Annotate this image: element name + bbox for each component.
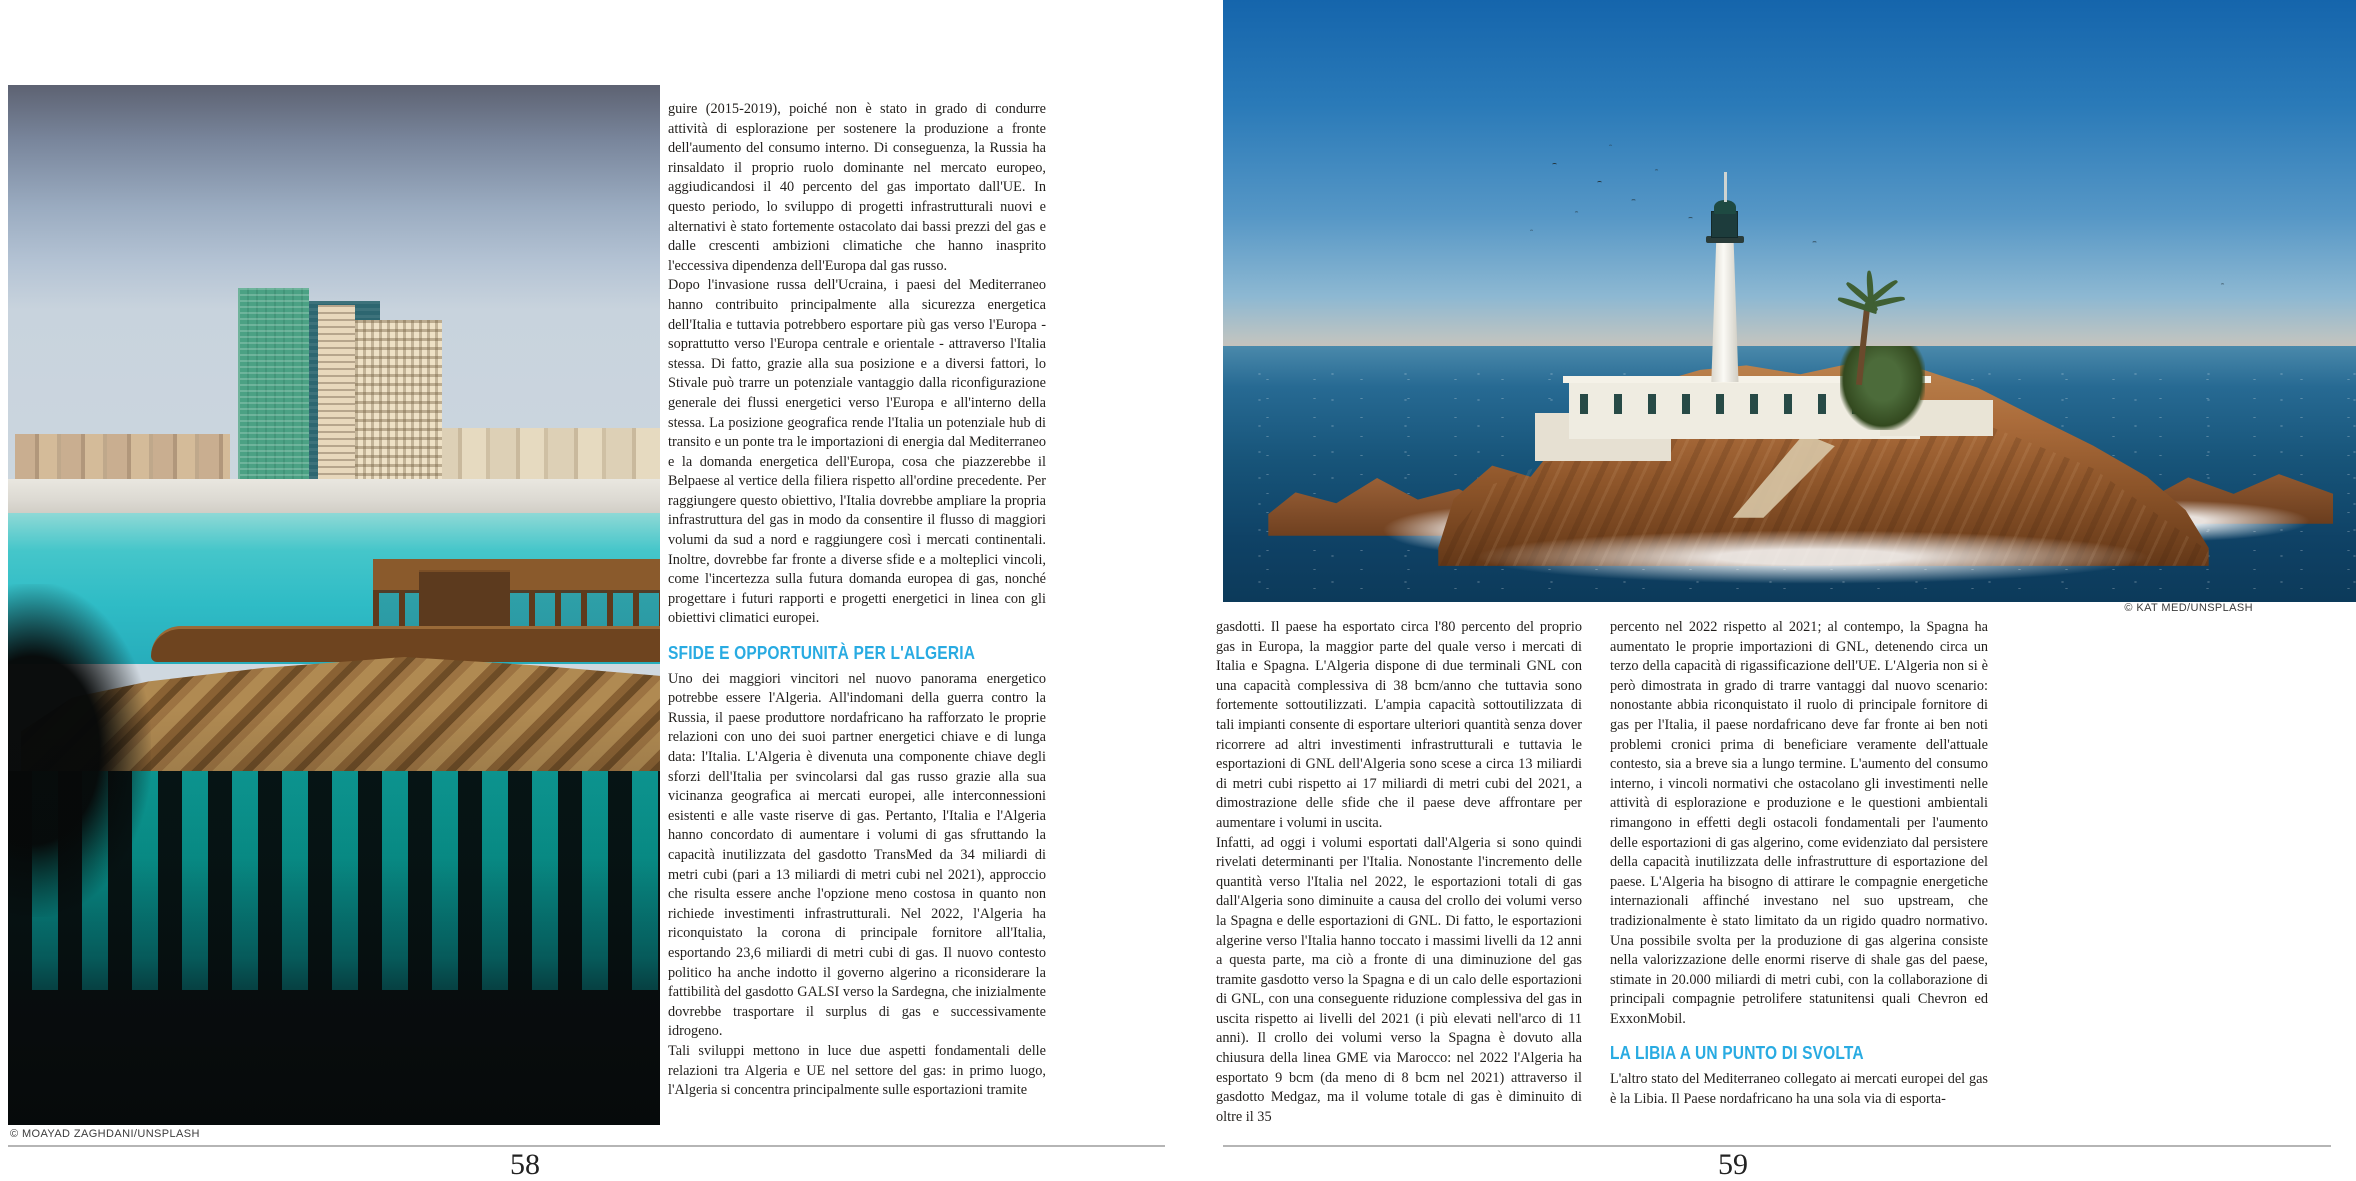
pier-building xyxy=(419,570,510,628)
body-paragraph: gasdotti. Il paese ha esportato circa l'80 percento del proprio gas in Europa, la maggior parte del quale verso i mercati di Italia e Spagna. L'Algeria dispone di due terminali GNL con una capacità complessiva di 38 bcm/anno che tuttavia sono fortemente sottoutilizzati. L'ampia capacità sottoutilizzata di tali impianti consente di esportare ulteriori quantità senza dover ricorrere ad altri investimenti infrastrutturali e tuttavia le esportazioni di GNL dell'Algeria sono scese a circa 13 miliardi di metri cubi rispetto ai 17 miliardi di metri cubi del 2021, a dimostrazione delle sfide che il paese deve affrontare per aumentare i volumi in uscita. xyxy=(1216,619,1582,831)
lighthouse-spire xyxy=(1724,172,1727,202)
section-heading-algeria: SFIDE E OPPORTUNITÀ PER L'ALGERIA xyxy=(668,642,976,664)
left-page-column xyxy=(668,100,1046,1142)
bird xyxy=(1813,241,1817,243)
island-vegetation xyxy=(1840,346,1925,430)
slim-beige-tower xyxy=(318,305,355,482)
city-harbour-photo xyxy=(8,85,660,1125)
bird xyxy=(2221,283,2225,285)
bird xyxy=(1552,163,1557,166)
footer-rule-left xyxy=(8,1145,1165,1147)
body-paragraph: L'altro stato del Mediterraneo collegato ai mercati europei del gas è la Libia. Il Paese nordafricano ha una sola via di esporta- xyxy=(1610,1071,1988,1107)
body-paragraph: Tali sviluppi mettono in luce due aspetti fondamentali delle relazioni tra Algeria e UE nel settore del gas: in primo luogo, l'Algeria si concentra principalmente sulle esportazioni tramite xyxy=(668,1042,1046,1099)
body-paragraph: Uno dei maggiori vincitori nel nuovo panorama energetico potrebbe essere l'Algeria. All'indomani della guerra contro la Russia, il paese produttore nordafricano ha rafforzato le proprie relazioni con uno dei suoi partner energetici chiave e di lunga data: l'Italia. L'Algeria è divenuta una componente chiave degli sforzi dell'Italia per svincolarsi dal gas russo grazie alla sua vicinanza geografica ai mercati europei, alle interconnessioni esistenti e alle vaste riserve di gas. Pertanto, l'Italia e l'Algeria hanno concordato di aumentare i volumi di gas sfruttando la capacità inutilizzata del gasdotto TransMed da 34 miliardi di metri cubi (pari a 13 miliardi di metri cubi nel 2021), approccio che risulta essere anche l'opzione meno costosa in quanto non richiede investimenti infrastrutturali. Nel 2022, l'Algeria ha riconquistato la corona di principale fornitore all'Italia, esportando 23,6 miliardi di metri cubi di gas. Il nuovo contesto politico ha anche indotto il governo algerino a riconsiderare la fattibilità del gasdotto GALSI verso la Sardegna, che inizialmente dovrebbe trasportare il surplus di gas e successivamente idrogeno. xyxy=(668,670,1046,1040)
body-paragraph: guire (2015-2019), poiché non è stato in grado di condurre attività di esplorazione per sostenere la produzione a fronte dell'aumento del consumo interno. Di conseguenza, la Russia ha rinsaldato il proprio ruolo dominante nel mercato europeo, aggiudicandosi il 40 percento del gas importato dall'UE. In questo periodo, lo sviluppo di progetti infrastrutturali nuovi e alternativi è stato fortemente ostacolato dai bassi prezzi del gas e dalle crescenti ambizioni climatiche che hanno inasprito l'eccessiva dipendenza dell'Europa dal gas russo. xyxy=(668,101,1046,274)
waterfront-buildings xyxy=(8,479,660,514)
lighthouse-lantern xyxy=(1712,212,1737,237)
footer-rule-right xyxy=(1223,1145,2331,1147)
pier-colonnade xyxy=(373,590,660,627)
beige-tower xyxy=(355,320,442,482)
bird xyxy=(1575,211,1579,213)
bird xyxy=(1688,217,1693,220)
right-page-column-2 xyxy=(1610,618,1988,1140)
body-paragraph: Dopo l'invasione russa dell'Ucraina, i paesi del Mediterraneo hanno contribuito principalmente alla sicurezza energetica dell'Italia e tuttavia potrebbero esportare più gas verso l'Europa - soprattutto verso l'Europa centrale e orientale - attraverso l'Italia stessa. Di fatto, grazie alla sua posizione e a diversi fattori, lo Stivale può trarre un potenziale vantaggio dalla riconfigurazione generale dei flussi energetici verso l'Europa e all'interno della stessa. La posizione geografica rende l'Italia un potenziale hub di transito e un ponte tra le importazioni di energia dal Mediterraneo e la domanda energetica dell'Europa, cosa che piazzerebbe il Belpaese al vertice della filiera rispetto all'ordine precedente. Per raggiungere questo obiettivo, l'Italia dovrebbe ampliare la propria infrastruttura del gas in modo da consentire il flusso di maggiori volumi da sud a nord e raggiungere così i mercati continentali. Inoltre, dovrebbe far fronte a diverse sfide e a molteplici vincoli, come l'incertezza sulla futura domanda europea di gas, nonché progettare i futuri rapporti e progetti energetici in linea con gli obiettivi climatici europei. xyxy=(668,277,1046,627)
pier-deck xyxy=(151,626,660,662)
bottom-vignette xyxy=(8,709,660,1125)
body-paragraph: percento nel 2022 rispetto al 2021; al contempo, la Spagna ha aumentato le proprie importazioni di GNL, detenendo circa un terzo della capacità di rigassificazione dell'UE. L'Algeria non si è però dimostrata in grado di trarre vantaggi dal nuovo scenario: nonostante abbia riconquistato il ruolo di principale fornitore di gas per l'Italia, il paese nordafricano deve far fronte ai ben noti problemi cronici prima di beneficiare veramente dell'attuale contesto, sia a breve sia a lungo termine. L'aumento del consumo interno, i vincoli normativi che ostacolano gli investimenti nelle attività di esplorazione e produzione e le questioni ambientali rimangono in effetti degli ostacoli fondamentali per l'aumento delle esportazioni di gas algerino, come evidenziato dal persistere della capacità inutilizzata delle infrastrutture di esportazione del paese. L'Algeria ha bisogno di attirare le compagnie energetiche internazionali affinché investano nel suo upstream, che tradizionalmente è stato limitato da un rigido quadro normativo. Una possibile svolta per la produzione di gas algerina consiste nella valorizzazione delle enormi riserve di shale gas del paese, stimate in 20.000 miliardi di metri cubi, con la collaborazione di principali compagnie petrolifere statunitensi quali Chevron ed ExxonMobil. xyxy=(1610,619,1988,1027)
pier-roof xyxy=(373,559,660,593)
bird xyxy=(1530,229,1533,231)
body-paragraph: Infatti, ad oggi i volumi esportati dall'Algeria si sono quindi rivelati determinanti per l'Italia. Nonostante l'incremento delle quantità verso l'Italia nel 2022, le esportazioni totali di gas dall'Algeria sono diminuite a causa del crollo dei volumi verso la Spagna e delle esportazioni di GNL. Di fatto, le esportazioni algerine verso l'Italia hanno toccato i massimi livelli da 12 anni a questa parte, ma ciò a fronte di una diminuzione del gas tramite gasdotto verso la Spagna e di un calo delle esportazioni di GNL, con una conseguente riduzione complessiva del gas in uscita rispetto ai livelli del 2021 (i più elevati nell'arco di 11 anni). Il crollo dei volumi verso la Spagna è dovuto alla chiusura della linea GME via Marocco: nel 2022 l'Algeria ha esportato 9 bcm (da meno di 8 bcm nel 2021) attraverso il gasdotto Medgaz, ma il volume totale di gas è diminuito di oltre il 35 xyxy=(1216,834,1582,1125)
page-number-59: 59 xyxy=(1718,1148,1748,1181)
right-page-column-1 xyxy=(1216,618,1582,1140)
photo-credit-left: © MOAYAD ZAGHDANI/UNSPLASH xyxy=(10,1128,200,1140)
green-glass-tower xyxy=(238,288,308,482)
section-heading-libya: LA LIBIA A UN PUNTO DI SVOLTA xyxy=(1610,1042,1864,1064)
bird xyxy=(1654,169,1658,171)
photo-credit-right: © KAT MED/UNSPLASH xyxy=(2124,602,2253,614)
photo-sky xyxy=(1223,0,2356,349)
page-number-58: 58 xyxy=(510,1148,540,1181)
lighthouse-island-photo xyxy=(1223,0,2356,602)
bird xyxy=(1597,181,1602,184)
sea-foam xyxy=(1472,530,2152,584)
bird xyxy=(1631,199,1635,201)
